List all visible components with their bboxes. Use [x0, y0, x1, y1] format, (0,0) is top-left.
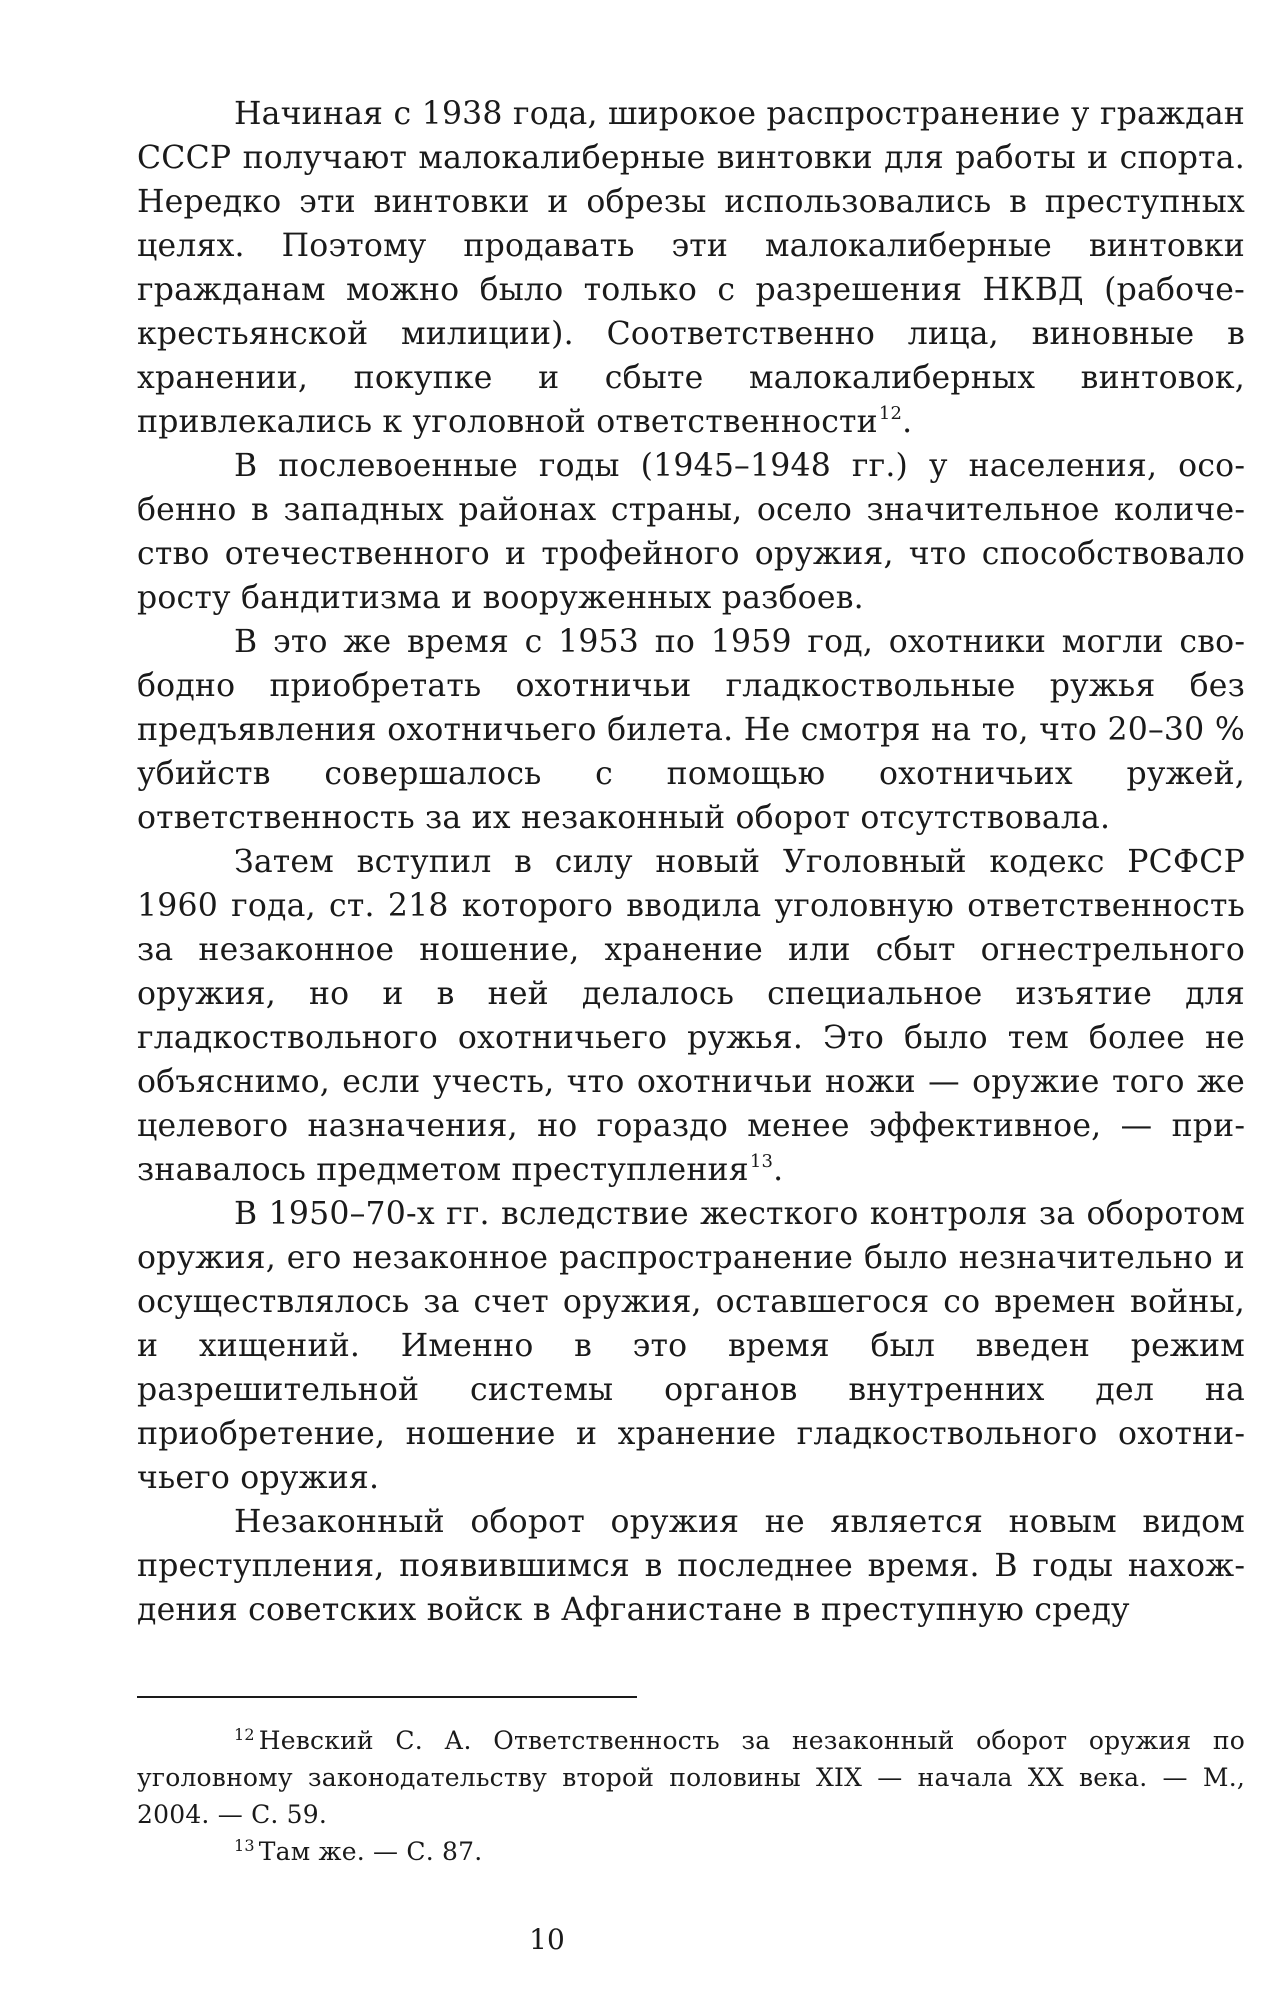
paragraph-5: [137, 1192, 1245, 1500]
footnote-divider: [137, 1696, 637, 1698]
footnote-number-13: 13: [234, 1835, 255, 1855]
paragraph-2: [137, 444, 1245, 620]
book-page: [137, 92, 1245, 1972]
footnote-12-text: Невский С. А. Ответственность за незаконный оборот оружия по уголовному законодательству второй половины XIX — начала XX века. — М., 2004. — С. 59.: [137, 1726, 1245, 1829]
footnotes: [137, 1722, 1245, 1870]
paragraph-4-tail: .: [773, 1152, 784, 1188]
footnote-12: [137, 1722, 1245, 1833]
paragraph-1-text: Начиная с 1938 года, широкое распространение у граждан СССР получают малокалиберные винтовки для работы и спорта. Нередко эти винтовки и обрезы использовались в преступных целях. Поэтому продавать эти малокалиберные винтовки гражданам можно было только с разрешения НКВД (рабоче-крестьянской милиции). Соответственно лица, виновные в хранении, покупке и сбыте малокалиберных винтовок, привлекались к уголовной ответственности: [137, 96, 1245, 440]
paragraph-1-tail: .: [902, 404, 913, 440]
footnote-ref-13: 13: [749, 1150, 774, 1172]
paragraph-4: [137, 840, 1245, 1192]
footnote-number-12: 12: [234, 1724, 255, 1744]
page-number: 10: [529, 1923, 565, 1956]
footnote-ref-12: 12: [878, 402, 903, 424]
paragraph-2-text: В послевоенные годы (1945–1948 гг.) у населения, особенно в западных районах страны, осело значительное количество отечественного и трофейного оружия, что способствовало росту бандитизма и вооруженных разбоев.: [137, 448, 1245, 616]
main-text: [137, 92, 1245, 1632]
paragraph-6: [137, 1500, 1245, 1632]
paragraph-5-text: В 1950–70-х гг. вследствие жесткого контроля за оборотом оружия, его незаконное распространение было незначительно и осуществлялось за счет оружия, оставшегося со времен войны, и хищений. Именно в это время был введен режим разрешительной системы органов внутренних дел на приобретение, ношение и хранение гладкоствольного охотничьего оружия.: [137, 1196, 1245, 1496]
paragraph-3: [137, 620, 1245, 840]
footnote-13-text: Там же. — С. 87.: [258, 1837, 483, 1866]
paragraph-3-text: В это же время с 1953 по 1959 год, охотники могли свободно приобретать охотничьи гладкоствольные ружья без предъявления охотничьего билета. Не смотря на то, что 20–30 % убийств совершалось с помощью охотничьих ружей, ответственность за их незаконный оборот отсутствовала.: [137, 624, 1245, 836]
paragraph-1: [137, 92, 1245, 444]
footnote-13: [137, 1833, 1245, 1870]
paragraph-6-text: Незаконный оборот оружия не является новым видом преступления, появившимся в последнее время. В годы нахождения советских войск в Афганистане в преступную среду: [137, 1504, 1245, 1628]
paragraph-4-text: Затем вступил в силу новый Уголовный кодекс РСФСР 1960 года, ст. 218 которого вводила уголовную ответственность за незаконное ношение, хранение или сбыт огнестрельного оружия, но и в ней делалось специальное изъятие для гладкоствольного охотничьего ружья. Это было тем более не объяснимо, если учесть, что охотничьи ножи — оружие того же целевого назначения, но гораздо менее эффективное, — признавалось предметом преступления: [137, 844, 1245, 1188]
